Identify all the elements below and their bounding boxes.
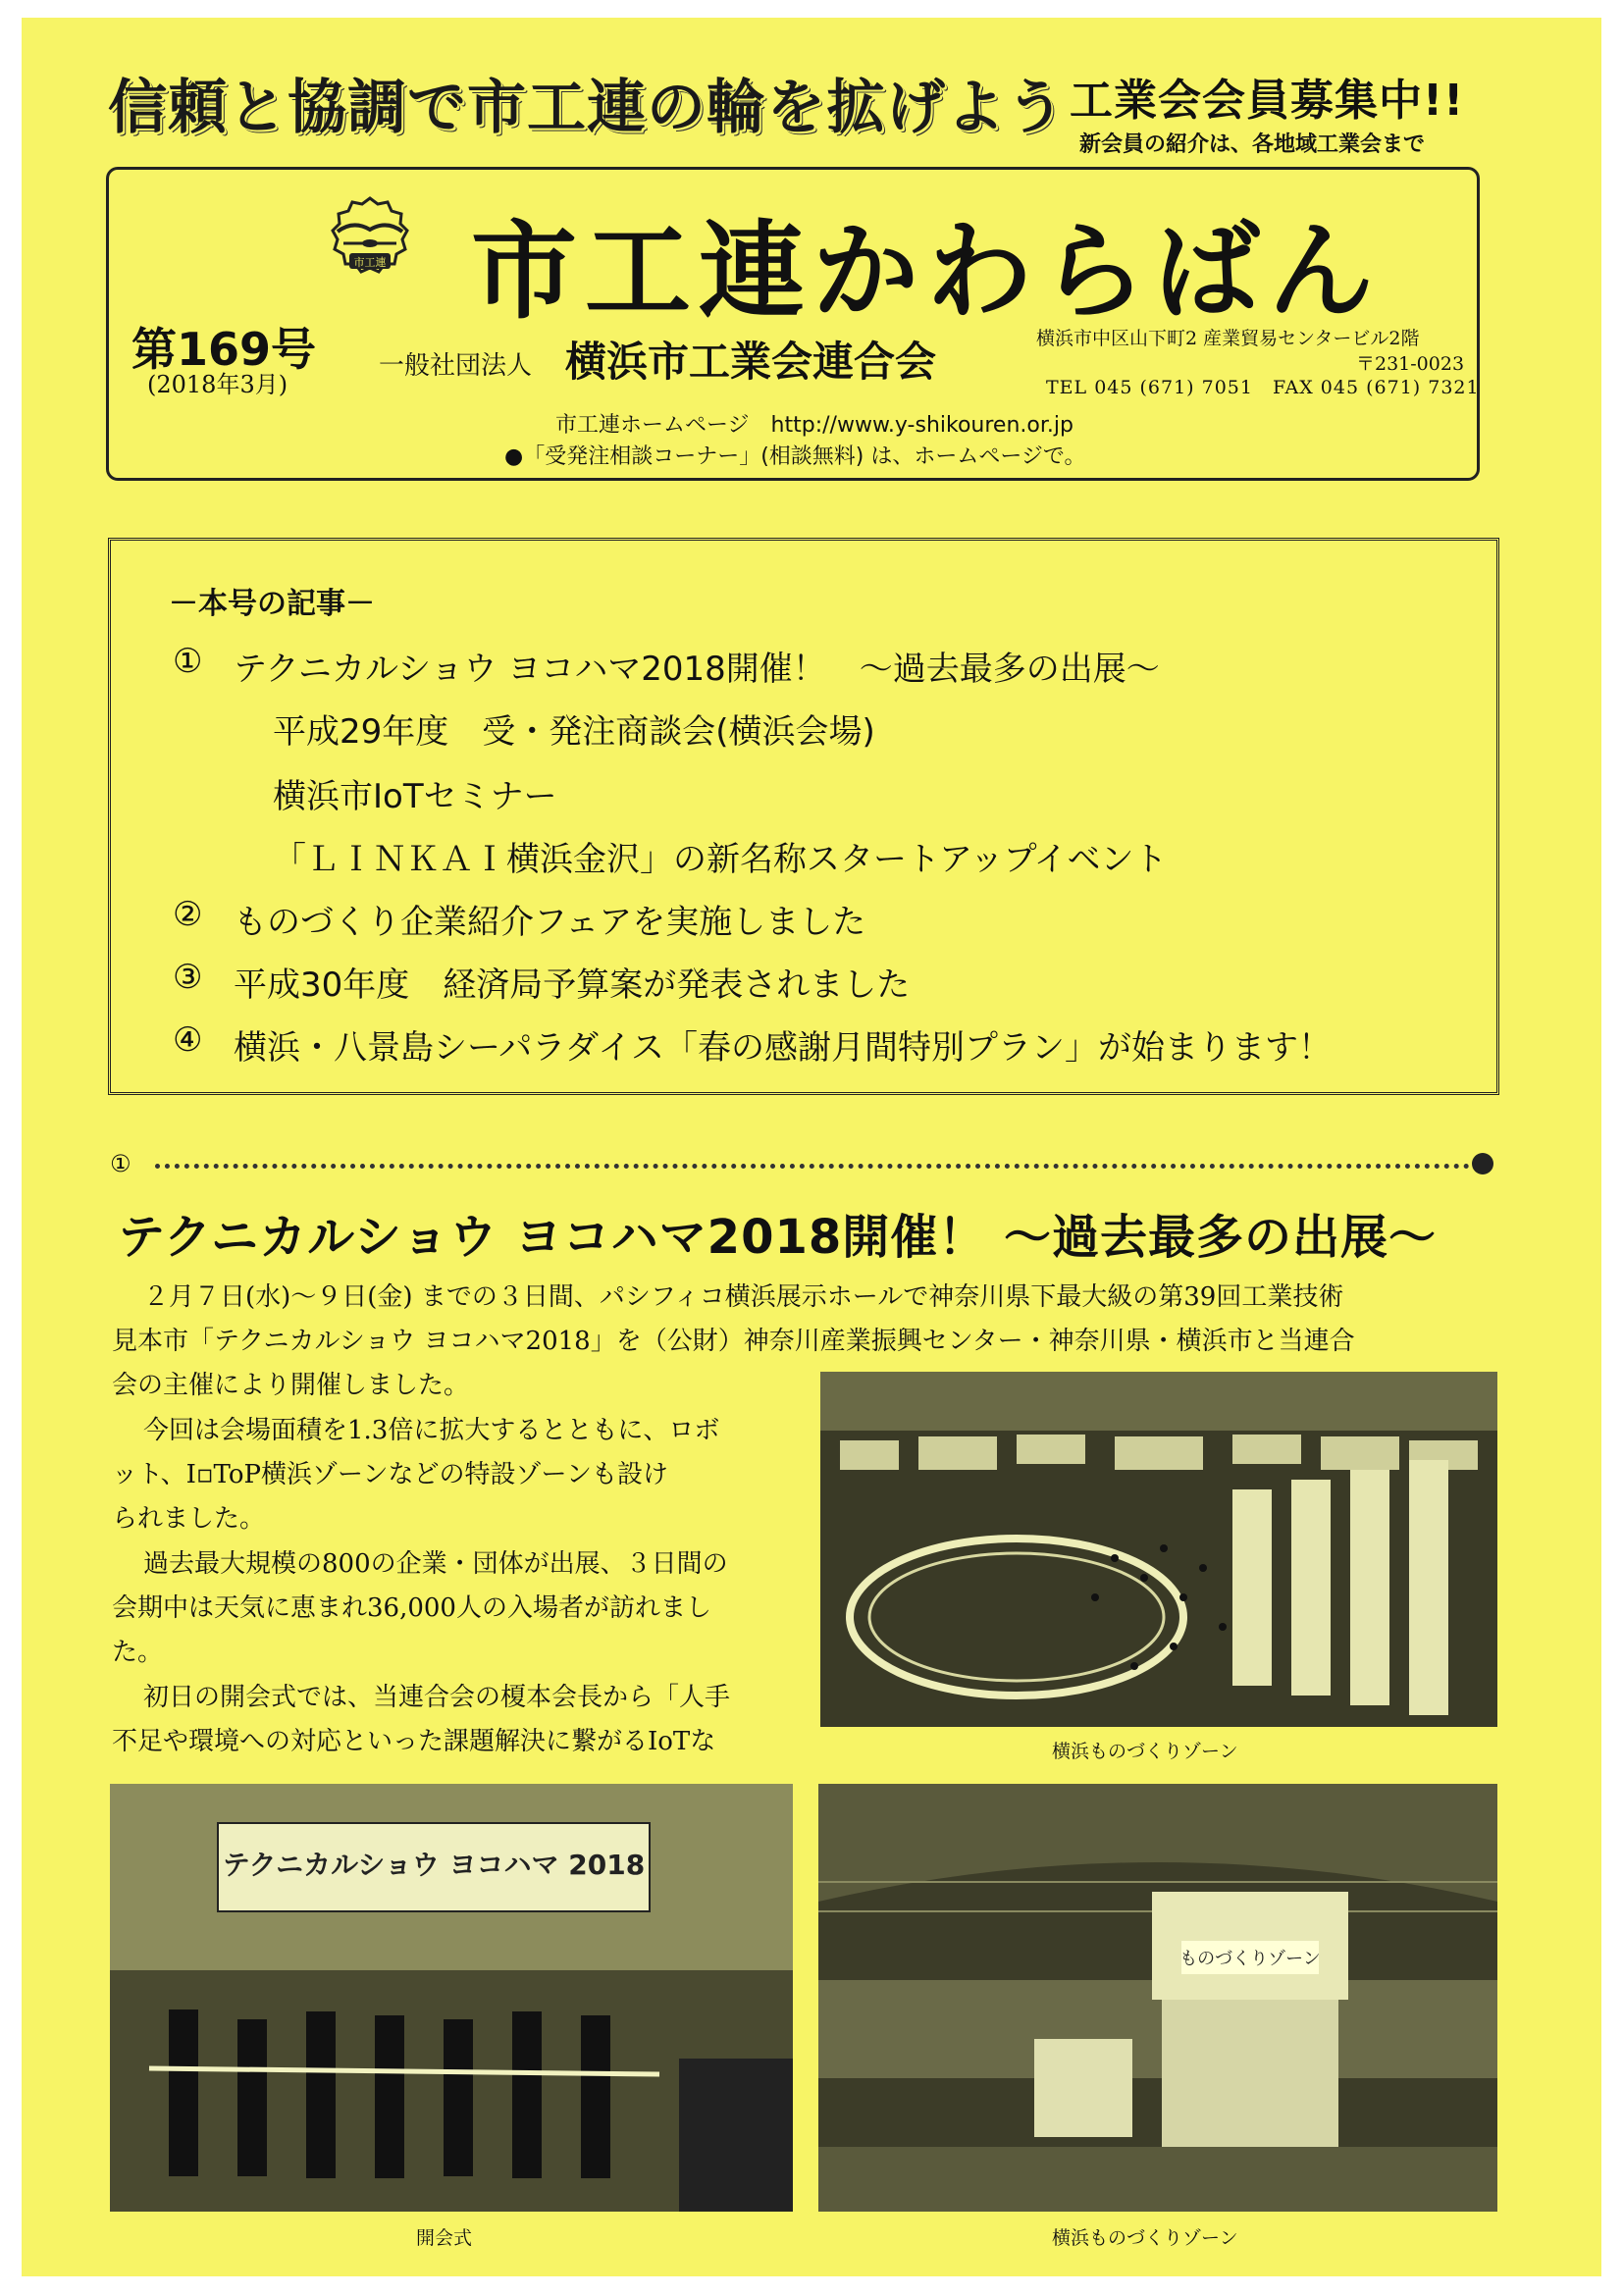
zip-code: 〒231-0023 [1356,353,1465,375]
article-headline: テクニカルショウ ヨコハマ2018開催！ ～過去最多の出展～ [118,1210,1437,1265]
body-line: た。 [112,1638,164,1667]
address: 横浜市中区山下町2 産業貿易センタービル2階 [1036,328,1420,349]
section-marker: ① [110,1150,131,1177]
homepage-link[interactable]: 市工連ホームページ http://www.y-shikouren.or.jp [555,413,1073,438]
sign-text: ものづくりゾーン [1179,1949,1321,1969]
toc-item: テクニカルショウ ヨコハマ2018開催！ ～過去最多の出展～ [234,650,1160,689]
org-name: 横浜市工業会連合会 [565,338,937,386]
toc-number: ④ [173,1020,203,1060]
contents-title: －本号の記事－ [169,587,375,621]
issue-number: 第169号 [131,323,317,376]
toc-number: ② [173,895,203,934]
newsletter-title: 市工連かわらばん [471,210,1383,334]
issue-date: (2018年3月) [147,371,288,398]
photo-caption: 横浜ものづくりゾーン [1052,1741,1238,1762]
toc-item: ものづくり企業紹介フェアを実施しました [234,903,866,942]
body-line: 会期中は天気に恵まれ36,000人の入場者が訪れまし [112,1593,711,1623]
org-type: 一般社団法人 [379,351,533,381]
body-line: 過去最大規模の800の企業・団体が出展、３日間の [143,1549,728,1579]
toc-number: ① [173,642,203,681]
photo-caption: 横浜ものづくりゾーン [1052,2227,1238,2249]
toc-item: 平成30年度 経済局予算案が発表されました [234,965,911,1005]
body-line: られました。 [112,1504,266,1534]
divider-dot [1472,1153,1493,1174]
monozukuri-zone-photo [818,1784,1497,2212]
slogan: 信頼と協調で市工連の輪を拡げよう [108,74,1066,142]
banner-text: テクニカルショウ ヨコハマ 2018 [222,1849,646,1881]
body-line: 不足や環境への対応といった課題解決に繋がるIoTな [112,1727,716,1756]
body-line: 会の主催により開催しました。 [112,1371,470,1400]
logo-text: 市工連 [353,256,387,269]
body-line: 初日の開会式では、当連合会の榎本会長から「人手 [143,1683,731,1712]
body-line: ット、I▫ToP横浜ゾーンなどの特設ゾーンも設け [112,1460,668,1489]
exhibition-hall-photo [820,1372,1497,1727]
consult-note: ●「受発注相談コーナー」(相談無料) は、ホームページで。 [504,444,1086,469]
tel-fax: TEL 045 (671) 7051 FAX 045 (671) 7321 [1046,377,1480,398]
dotted-divider [155,1164,1470,1169]
toc-item: 横浜・八景島シーパラダイス「春の感謝月間特別プラン」が始まります！ [234,1028,1332,1068]
toc-number: ③ [173,958,203,997]
toc-item: 「ＬＩＮＫＡＩ横浜金沢」の新名称スタートアップイベント [273,840,1168,879]
body-line: 見本市「テクニカルショウ ヨコハマ2018」を（公財）神奈川産業振興センター・神奈川県・横浜市と当連合 [112,1327,1355,1356]
toc-item: 平成29年度 受・発注商談会(横浜会場) [273,712,875,752]
shikouren-logo-icon [316,192,424,290]
opening-ceremony-photo [110,1784,793,2212]
toc-item: 横浜市IoTセミナー [273,777,557,816]
recruit-subtext: 新会員の紹介は、各地域工業会まで [1079,132,1426,157]
recruit-heading: 工業会会員募集中!! [1070,76,1465,126]
body-line: ２月７日(水)～９日(金) までの３日間、パシフィコ横浜展示ホールで神奈川県下最大級の第39回工業技術 [143,1282,1344,1312]
body-line: 今回は会場面積を1.3倍に拡大するとともに、ロボ [143,1416,720,1445]
photo-caption: 開会式 [416,2227,473,2249]
